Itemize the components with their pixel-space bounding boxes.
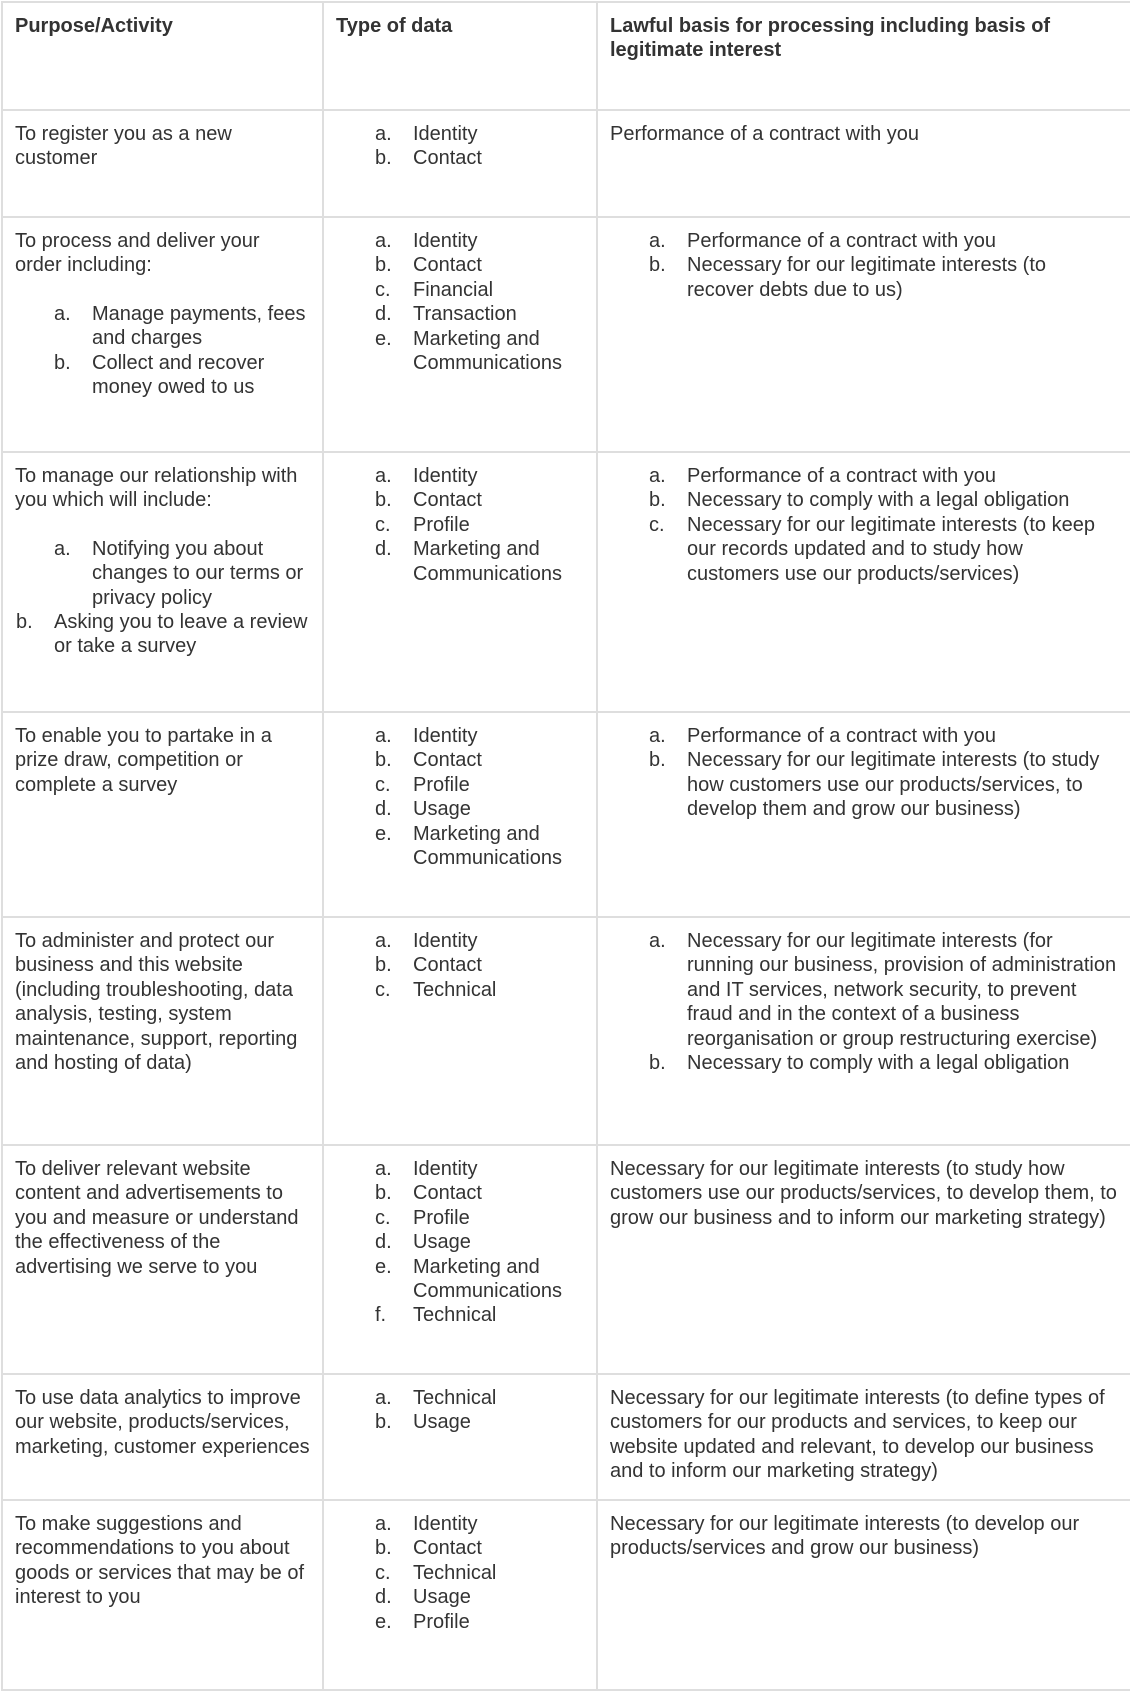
lawful-basis-text: Necessary for our legitimate interests (to develop our products/services and grow our business) — [610, 1513, 1080, 1560]
data-type-item — [375, 1303, 584, 1327]
list-item-text: Performance of a contract with you — [687, 725, 997, 747]
list-marker: a. — [375, 1513, 392, 1535]
list-marker: c. — [375, 513, 391, 536]
purpose-text: To process and deliver your order including: — [15, 230, 260, 277]
list-marker: c. — [375, 1561, 391, 1584]
lawful-basis-list — [610, 929, 1118, 1075]
data-type-item — [375, 1255, 584, 1304]
data-type-item — [375, 464, 584, 488]
table-row — [2, 1145, 1130, 1374]
list-item-text: Usage — [413, 1231, 471, 1254]
data-type-item — [375, 1512, 584, 1536]
list-item-text: Identity — [413, 1158, 478, 1180]
header-row — [2, 2, 1130, 110]
list-marker: b. — [16, 611, 33, 634]
list-marker: d. — [375, 798, 392, 821]
list-item-text: Technical — [413, 1561, 497, 1584]
purpose-text: To use data analytics to improve our website, products/services, marketing, customer experiences — [15, 1387, 310, 1458]
lawful-basis-cell — [597, 712, 1130, 917]
data-types-cell — [323, 1145, 597, 1374]
data-type-item — [375, 278, 584, 302]
lawful-basis-text: Necessary for our legitimate interests (to study how customers use our products/services, to develop them, to grow our business and to inform our marketing strategy) — [610, 1158, 1117, 1229]
purpose-cell — [2, 712, 323, 917]
data-type-item — [375, 229, 584, 253]
lawful-basis-table — [1, 1, 1130, 1691]
list-item-text: Marketing and Communications — [413, 327, 562, 375]
purpose-sublist — [15, 302, 310, 400]
table-row — [2, 452, 1130, 712]
list-item-text: Marketing and Communications — [413, 822, 562, 870]
purpose-text: To manage our relationship with you which will include: — [15, 465, 298, 512]
list-item-text: Necessary for our legitimate interests (to recover debts due to us) — [687, 254, 1047, 301]
list-marker: b. — [649, 254, 666, 277]
list-item-text: Profile — [413, 513, 470, 536]
list-marker: a. — [375, 465, 392, 487]
purpose-subitem — [16, 610, 310, 659]
list-marker: d. — [375, 1586, 392, 1609]
lawful-basis-item — [649, 513, 1118, 586]
header-lawful-basis: Lawful basis for processing including basis of legitimate interest — [597, 2, 1130, 110]
data-types-list — [336, 724, 584, 870]
lawful-basis-cell — [597, 1145, 1130, 1374]
list-item-text: Contact — [413, 147, 482, 170]
data-types-list — [336, 229, 584, 375]
list-item-text: Contact — [413, 1537, 482, 1560]
list-marker: a. — [649, 230, 666, 252]
list-marker: c. — [375, 278, 391, 301]
table-row — [2, 1500, 1130, 1690]
list-marker: b. — [375, 749, 392, 772]
data-type-item — [375, 146, 584, 170]
purpose-subitem — [54, 537, 310, 610]
data-type-item — [375, 513, 584, 537]
list-item-text: Usage — [413, 798, 471, 821]
lawful-basis-cell — [597, 1500, 1130, 1690]
data-types-cell — [323, 917, 597, 1145]
table-row — [2, 110, 1130, 217]
data-types-cell — [323, 110, 597, 217]
list-marker: a. — [649, 930, 666, 952]
list-item-text: Identity — [413, 230, 478, 252]
data-types-list — [336, 1512, 584, 1634]
lawful-basis-item — [649, 229, 1118, 253]
data-type-item — [375, 253, 584, 277]
purpose-text: To enable you to partake in a prize draw, competition or complete a survey — [15, 725, 272, 796]
list-marker: b. — [375, 147, 392, 170]
purpose-cell — [2, 110, 323, 217]
list-item-text: Collect and recover money owed to us — [92, 351, 265, 399]
list-item-text: Identity — [413, 725, 478, 747]
data-type-item — [375, 1561, 584, 1585]
list-item-text: Contact — [413, 749, 482, 772]
data-type-item — [375, 978, 584, 1002]
list-item-text: Usage — [413, 1586, 471, 1609]
list-item-text: Asking you to leave a review or take a survey — [54, 611, 308, 658]
data-type-item — [375, 537, 584, 586]
lawful-basis-cell — [597, 110, 1130, 217]
list-item-text: Identity — [413, 123, 478, 145]
list-item-text: Performance of a contract with you — [687, 230, 997, 252]
data-type-item — [375, 773, 584, 797]
data-types-cell — [323, 217, 597, 452]
list-marker: a. — [375, 1158, 392, 1180]
lawful-basis-item — [649, 724, 1118, 748]
list-item-text: Profile — [413, 1610, 470, 1633]
list-marker: b. — [375, 489, 392, 512]
data-type-item — [375, 724, 584, 748]
table-row — [2, 712, 1130, 917]
data-type-item — [375, 797, 584, 821]
purpose-cell — [2, 1500, 323, 1690]
purpose-text: To register you as a new customer — [15, 123, 232, 170]
purpose-cell — [2, 452, 323, 712]
list-marker: d. — [375, 1231, 392, 1254]
list-item-text: Marketing and Communications — [413, 1255, 562, 1303]
lawful-basis-cell — [597, 917, 1130, 1145]
table-row — [2, 917, 1130, 1145]
data-types-cell — [323, 452, 597, 712]
purpose-text: To deliver relevant website content and advertisements to you and measure or understand the effectiveness of the advertising we serve to you — [15, 1158, 299, 1278]
list-item-text: Necessary to comply with a legal obligation — [687, 1052, 1070, 1075]
data-type-item — [375, 748, 584, 772]
list-marker: a. — [375, 123, 392, 145]
data-type-item — [375, 1386, 584, 1410]
lawful-basis-item — [649, 929, 1118, 1051]
lawful-basis-item — [649, 748, 1118, 821]
lawful-basis-list — [610, 464, 1118, 586]
list-item-text: Performance of a contract with you — [687, 465, 997, 487]
list-item-text: Necessary for our legitimate interests (to keep our records updated and to study how customers use our products/services) — [687, 513, 1095, 585]
list-item-text: Manage payments, fees and charges — [92, 302, 306, 350]
data-type-item — [375, 822, 584, 871]
list-item-text: Technical — [413, 1304, 497, 1327]
list-marker: e. — [375, 822, 392, 845]
lawful-basis-list — [610, 724, 1118, 822]
table-row — [2, 1374, 1130, 1500]
table-row — [2, 217, 1130, 452]
list-item-text: Identity — [413, 465, 478, 487]
list-item-text: Notifying you about changes to our terms or privacy policy — [92, 537, 304, 609]
list-marker: c. — [375, 773, 391, 796]
purpose-cell — [2, 1145, 323, 1374]
data-types-list — [336, 1386, 584, 1435]
lawful-basis-text: Necessary for our legitimate interests (to define types of customers for our products and services, to keep our website updated and relevant, to develop our business and to inform our marketing strategy) — [610, 1387, 1105, 1483]
purpose-sublist — [15, 537, 310, 659]
data-type-item — [375, 302, 584, 326]
list-marker: b. — [649, 749, 666, 772]
list-marker: a. — [649, 465, 666, 487]
data-type-item — [375, 1610, 584, 1634]
list-item-text: Necessary to comply with a legal obligation — [687, 489, 1070, 512]
list-marker: b. — [375, 254, 392, 277]
list-marker: a. — [375, 725, 392, 747]
lawful-basis-item — [649, 464, 1118, 488]
list-marker: c. — [375, 1206, 391, 1229]
data-types-list — [336, 464, 584, 586]
header-purpose: Purpose/Activity — [2, 2, 323, 110]
list-marker: d. — [375, 303, 392, 326]
list-item-text: Technical — [413, 1387, 497, 1409]
list-marker: b. — [54, 351, 71, 374]
list-marker: b. — [375, 1411, 392, 1434]
data-types-cell — [323, 1374, 597, 1500]
list-marker: e. — [375, 1610, 392, 1633]
list-item-text: Identity — [413, 930, 478, 952]
list-marker: c. — [649, 513, 665, 536]
list-marker: a. — [375, 930, 392, 952]
lawful-basis-cell — [597, 452, 1130, 712]
data-type-item — [375, 122, 584, 146]
list-marker: a. — [375, 1387, 392, 1409]
list-marker: f. — [375, 1304, 387, 1327]
data-type-item — [375, 1230, 584, 1254]
data-types-list — [336, 1157, 584, 1328]
list-marker: d. — [375, 538, 392, 561]
data-type-item — [375, 929, 584, 953]
data-types-cell — [323, 1500, 597, 1690]
data-types-list — [336, 929, 584, 1002]
list-marker: b. — [649, 1052, 666, 1075]
list-marker: b. — [375, 954, 392, 977]
list-item-text: Necessary for our legitimate interests (for running our business, provision of administration and IT services, network security, to prevent fraud and in the context of a business reorganisation or group restructuring exercise) — [687, 930, 1117, 1050]
data-type-item — [375, 488, 584, 512]
list-marker: e. — [375, 327, 392, 350]
lawful-basis-cell — [597, 1374, 1130, 1500]
purpose-cell — [2, 917, 323, 1145]
data-type-item — [375, 1157, 584, 1181]
data-type-item — [375, 1181, 584, 1205]
list-item-text: Profile — [413, 1206, 470, 1229]
list-item-text: Profile — [413, 773, 470, 796]
list-marker: e. — [375, 1255, 392, 1278]
list-item-text: Contact — [413, 954, 482, 977]
list-item-text: Contact — [413, 1182, 482, 1205]
lawful-basis-text: Performance of a contract with you — [610, 123, 920, 145]
data-type-item — [375, 953, 584, 977]
list-marker: b. — [649, 489, 666, 512]
list-marker: a. — [649, 725, 666, 747]
purpose-text: To administer and protect our business and this website (including troubleshooting, data analysis, testing, system maintenance, support, reporting and hosting of data) — [15, 930, 298, 1075]
list-item-text: Necessary for our legitimate interests (to study how customers use our products/services, to develop them and grow our business) — [687, 749, 1100, 821]
lawful-basis-list — [610, 229, 1118, 302]
header-type-of-data: Type of data — [323, 2, 597, 110]
list-marker: b. — [375, 1537, 392, 1560]
data-type-item — [375, 327, 584, 376]
lawful-basis-cell — [597, 217, 1130, 452]
list-marker: a. — [375, 230, 392, 252]
purpose-text: To make suggestions and recommendations to you about goods or services that may be of interest to you — [15, 1513, 305, 1609]
list-item-text: Contact — [413, 489, 482, 512]
list-marker: b. — [375, 1182, 392, 1205]
data-types-cell — [323, 712, 597, 917]
purpose-cell — [2, 217, 323, 452]
list-marker: a. — [54, 302, 71, 325]
list-item-text: Contact — [413, 254, 482, 277]
data-type-item — [375, 1536, 584, 1560]
list-item-text: Usage — [413, 1411, 471, 1434]
list-marker: a. — [54, 537, 71, 560]
lawful-basis-item — [649, 253, 1118, 302]
data-type-item — [375, 1585, 584, 1609]
list-item-text: Marketing and Communications — [413, 538, 562, 585]
lawful-basis-item — [649, 1051, 1118, 1075]
list-item-text: Transaction — [413, 303, 517, 326]
purpose-subitem — [54, 351, 310, 400]
data-type-item — [375, 1410, 584, 1434]
purpose-subitem — [54, 302, 310, 351]
purpose-cell — [2, 1374, 323, 1500]
list-marker: c. — [375, 978, 391, 1001]
data-types-list — [336, 122, 584, 171]
list-item-text: Identity — [413, 1513, 478, 1535]
lawful-basis-item — [649, 488, 1118, 512]
data-type-item — [375, 1206, 584, 1230]
list-item-text: Technical — [413, 978, 497, 1001]
list-item-text: Financial — [413, 278, 494, 301]
